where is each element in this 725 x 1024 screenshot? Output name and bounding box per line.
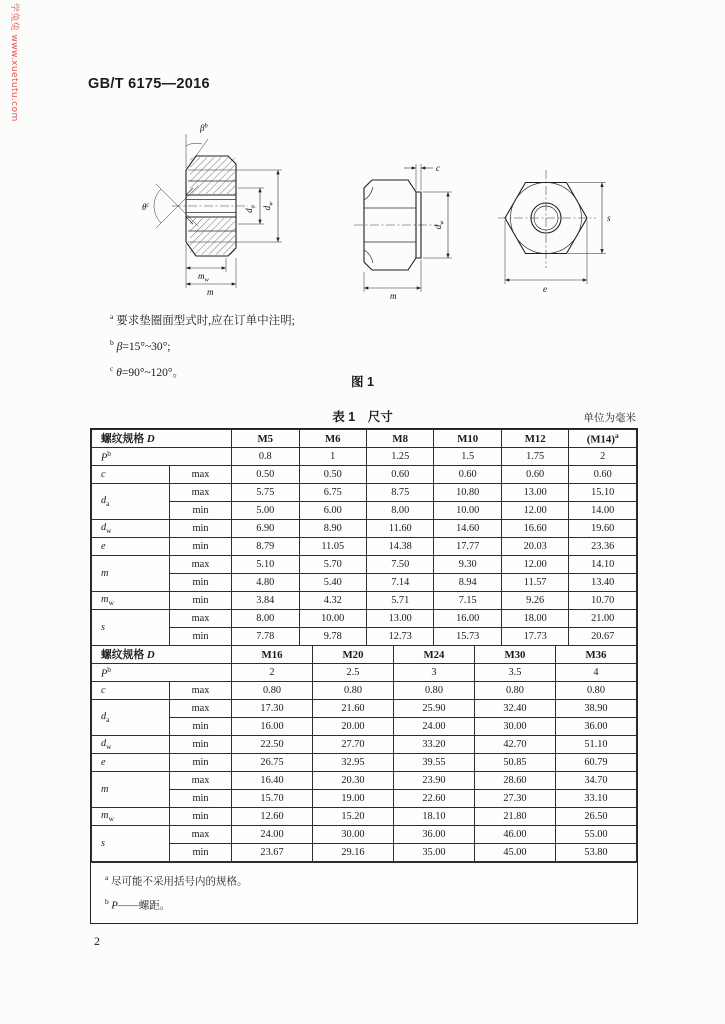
table-cell: 9.30 <box>434 556 501 574</box>
table-cell: 20.03 <box>501 538 568 556</box>
param-symbol-cell: $d_w$ <box>92 520 170 538</box>
table-cell: 0.8 <box>232 448 299 466</box>
table-cell: 27.70 <box>313 736 394 754</box>
figure-note: $^a$ 要求垫圈面型式时,应在订单中注明; <box>110 312 295 327</box>
size-col-header: M5 <box>232 430 299 448</box>
table-cell: 11.60 <box>366 520 433 538</box>
table-cell: 19.60 <box>569 520 637 538</box>
table-cell: 14.60 <box>434 520 501 538</box>
table-cell: 34.70 <box>555 772 636 790</box>
pitch-row <box>92 448 637 466</box>
table-cell: 20.00 <box>313 718 394 736</box>
table-cell: 36.00 <box>393 826 474 844</box>
dim-label-m: m <box>390 291 397 301</box>
table-cell: 6.90 <box>232 520 299 538</box>
table-cell: 16.40 <box>232 772 313 790</box>
limit-cell: min <box>170 718 232 736</box>
dim-label-e: e <box>543 284 547 294</box>
spec-label-cell: 螺纹规格 D <box>92 646 232 664</box>
dim-label-dw: $d_w$ <box>433 220 446 230</box>
size-col-header: M8 <box>366 430 433 448</box>
limit-cell: min <box>170 574 232 592</box>
table-cell: 33.20 <box>393 736 474 754</box>
dim-label-theta: $\theta^c$ <box>142 201 150 212</box>
table-cell: 12.73 <box>366 628 433 646</box>
table-cell: 10.00 <box>434 502 501 520</box>
table-cell: 0.80 <box>313 682 394 700</box>
param-symbol-cell: $m_w$ <box>92 808 170 826</box>
table-cell: 3 <box>393 664 474 682</box>
table-cell: 22.50 <box>232 736 313 754</box>
table-cell: 17.77 <box>434 538 501 556</box>
table-cell: 0.80 <box>555 682 636 700</box>
limit-cell: min <box>170 538 232 556</box>
table-cell: 45.00 <box>474 844 555 862</box>
table-cell: 8.90 <box>299 520 366 538</box>
limit-cell: min <box>170 502 232 520</box>
table-cell: 0.60 <box>501 466 568 484</box>
table-cell: 9.78 <box>299 628 366 646</box>
table-cell: 21.60 <box>313 700 394 718</box>
table-cell: 42.70 <box>474 736 555 754</box>
table-cell: 8.75 <box>366 484 433 502</box>
data-row <box>92 844 637 862</box>
table-cell: 12.00 <box>501 502 568 520</box>
table-cell: 6.00 <box>299 502 366 520</box>
data-row <box>92 610 637 628</box>
table-cell: 16.00 <box>434 610 501 628</box>
table-footnote: $^b$ P——螺距。 <box>105 896 171 911</box>
param-symbol-cell: $m_w$ <box>92 592 170 610</box>
side-view-drawing <box>348 150 468 300</box>
table-cell: 4.32 <box>299 592 366 610</box>
data-row <box>92 466 637 484</box>
param-symbol-cell: c <box>92 466 170 484</box>
section-hatch-bottom <box>190 218 235 255</box>
dim-label-mw: $m_w$ <box>198 271 209 284</box>
data-row <box>92 754 637 772</box>
table-cell: 2 <box>569 448 637 466</box>
param-symbol-cell: c <box>92 682 170 700</box>
table-cell: 12.00 <box>501 556 568 574</box>
table-cell: 5.70 <box>299 556 366 574</box>
table-cell: 16.00 <box>232 718 313 736</box>
table-cell: 30.00 <box>313 826 394 844</box>
limit-cell: max <box>170 772 232 790</box>
data-row <box>92 520 637 538</box>
watermark: 学兔兔 www.xuetutu.com <box>9 3 19 122</box>
table-cell: 1.5 <box>434 448 501 466</box>
table-cell: 8.00 <box>366 502 433 520</box>
table-cell: 10.80 <box>434 484 501 502</box>
table-cell: 10.00 <box>299 610 366 628</box>
table-cell: 11.05 <box>299 538 366 556</box>
param-symbol-cell: e <box>92 754 170 772</box>
limit-cell: min <box>170 628 232 646</box>
table-cell: 8.00 <box>232 610 299 628</box>
table-cell: 46.00 <box>474 826 555 844</box>
table-cell: 2.5 <box>313 664 394 682</box>
pitch-label-cell: $P^b$ <box>92 448 232 466</box>
size-col-header: M16 <box>232 646 313 664</box>
dim-label-da: $d_a$ <box>244 205 257 213</box>
table-cell: 28.60 <box>474 772 555 790</box>
data-row <box>92 682 637 700</box>
pitch-label-cell: $P^b$ <box>92 664 232 682</box>
table-cell: 20.30 <box>313 772 394 790</box>
table-cell: 14.00 <box>569 502 637 520</box>
table-cell: 7.78 <box>232 628 299 646</box>
limit-cell: max <box>170 700 232 718</box>
limit-cell: min <box>170 754 232 772</box>
table-cell: 29.16 <box>313 844 394 862</box>
table-cell: 33.10 <box>555 790 636 808</box>
limit-cell: min <box>170 736 232 754</box>
section-view-drawing <box>140 118 300 308</box>
table-cell: 4.80 <box>232 574 299 592</box>
size-col-header: M12 <box>501 430 568 448</box>
dim-label-c: c <box>436 163 440 173</box>
data-row <box>92 574 637 592</box>
data-row <box>92 700 637 718</box>
dim-label-m: m <box>207 287 214 297</box>
doc-number: GB/T 6175—2016 <box>88 76 210 92</box>
table-cell: 3.84 <box>232 592 299 610</box>
table-cell: 7.15 <box>434 592 501 610</box>
table-cell: 21.80 <box>474 808 555 826</box>
size-col-header: M20 <box>313 646 394 664</box>
table-cell: 17.30 <box>232 700 313 718</box>
table-header-row <box>92 646 637 664</box>
data-row <box>92 592 637 610</box>
table-cell: 13.00 <box>501 484 568 502</box>
data-row <box>92 808 637 826</box>
limit-cell: min <box>170 520 232 538</box>
table-cell: 23.67 <box>232 844 313 862</box>
limit-cell: min <box>170 592 232 610</box>
table-cell: 0.60 <box>569 466 637 484</box>
table-cell: 60.79 <box>555 754 636 772</box>
table-cell: 24.00 <box>393 718 474 736</box>
param-symbol-cell: e <box>92 538 170 556</box>
size-col-header: M24 <box>393 646 474 664</box>
data-row <box>92 502 637 520</box>
table-cell: 1.25 <box>366 448 433 466</box>
dim-label-dw: $d_w$ <box>262 201 275 211</box>
data-row <box>92 538 637 556</box>
table-cell: 0.50 <box>299 466 366 484</box>
table-cell: 0.80 <box>474 682 555 700</box>
table-cell: 10.70 <box>569 592 637 610</box>
table-cell: 7.50 <box>366 556 433 574</box>
size-col-header: M36 <box>555 646 636 664</box>
param-symbol-cell: m <box>92 772 170 808</box>
limit-cell: max <box>170 826 232 844</box>
table-cell: 14.10 <box>569 556 637 574</box>
table-block-2 <box>91 645 637 862</box>
table-cell: 13.00 <box>366 610 433 628</box>
data-row <box>92 790 637 808</box>
table-cell: 14.38 <box>366 538 433 556</box>
table-cell: 22.60 <box>393 790 474 808</box>
table-footnote: $^a$ 尽可能不采用括号内的规格。 <box>105 873 248 888</box>
table-cell: 51.10 <box>555 736 636 754</box>
table-cell: 11.57 <box>501 574 568 592</box>
table-cell: 23.36 <box>569 538 637 556</box>
table-cell: 39.55 <box>393 754 474 772</box>
limit-cell: max <box>170 556 232 574</box>
table-cell: 19.00 <box>313 790 394 808</box>
size-col-header: M10 <box>434 430 501 448</box>
table-cell: 0.60 <box>434 466 501 484</box>
unit-note: 单位为毫米 <box>583 413 636 424</box>
pitch-row <box>92 664 637 682</box>
limit-cell: min <box>170 790 232 808</box>
table-cell: 3.5 <box>474 664 555 682</box>
dimension-table <box>90 428 638 924</box>
table-cell: 0.60 <box>366 466 433 484</box>
table-title: 表 1 尺寸 <box>332 410 393 424</box>
table-cell: 7.14 <box>366 574 433 592</box>
param-symbol-cell: m <box>92 556 170 592</box>
table-cell: 0.50 <box>232 466 299 484</box>
table-cell: 8.79 <box>232 538 299 556</box>
table-cell: 18.10 <box>393 808 474 826</box>
param-symbol-cell: $d_a$ <box>92 700 170 736</box>
table-cell: 30.00 <box>474 718 555 736</box>
table-cell: 5.40 <box>299 574 366 592</box>
table-cell: 0.80 <box>232 682 313 700</box>
data-row <box>92 772 637 790</box>
table-cell: 4 <box>555 664 636 682</box>
table-cell: 13.40 <box>569 574 637 592</box>
spec-label-cell: 螺纹规格 D <box>92 430 232 448</box>
data-row <box>92 736 637 754</box>
limit-cell: max <box>170 610 232 628</box>
table-cell: 53.80 <box>555 844 636 862</box>
table-cell: 27.30 <box>474 790 555 808</box>
param-symbol-cell: s <box>92 826 170 862</box>
table-cell: 26.50 <box>555 808 636 826</box>
figure-note: $^c$ θ=90°~120°。 <box>110 363 185 379</box>
table-cell: 25.90 <box>393 700 474 718</box>
size-col-header: $(M14)^a$ <box>569 430 637 448</box>
table-cell: 9.26 <box>501 592 568 610</box>
table-cell: 2 <box>232 664 313 682</box>
table-cell: 15.20 <box>313 808 394 826</box>
table-cell: 32.95 <box>313 754 394 772</box>
table-cell: 15.73 <box>434 628 501 646</box>
size-col-header: M30 <box>474 646 555 664</box>
param-symbol-cell: $d_a$ <box>92 484 170 520</box>
dim-label-s: s <box>607 213 611 223</box>
table-cell: 1.75 <box>501 448 568 466</box>
table-cell: 55.00 <box>555 826 636 844</box>
page-number: 2 <box>94 934 100 948</box>
table-cell: 16.60 <box>501 520 568 538</box>
limit-cell: max <box>170 682 232 700</box>
table-cell: 15.10 <box>569 484 637 502</box>
table-cell: 5.00 <box>232 502 299 520</box>
figure-caption: 图 1 <box>351 375 374 389</box>
face-view-drawing <box>496 162 614 294</box>
table-cell: 5.75 <box>232 484 299 502</box>
table-footnotes <box>91 862 637 923</box>
param-symbol-cell: $d_w$ <box>92 736 170 754</box>
table-cell: 24.00 <box>232 826 313 844</box>
table-block-1 <box>91 429 637 646</box>
table-cell: 20.67 <box>569 628 637 646</box>
data-row <box>92 628 637 646</box>
data-row <box>92 718 637 736</box>
limit-cell: max <box>170 484 232 502</box>
section-hatch-top <box>190 158 235 195</box>
table-cell: 18.00 <box>501 610 568 628</box>
table-cell: 6.75 <box>299 484 366 502</box>
limit-cell: min <box>170 844 232 862</box>
table-cell: 12.60 <box>232 808 313 826</box>
table-header-row <box>92 430 637 448</box>
table-cell: 38.90 <box>555 700 636 718</box>
table-cell: 5.10 <box>232 556 299 574</box>
table-cell: 17.73 <box>501 628 568 646</box>
table-cell: 0.80 <box>393 682 474 700</box>
table-cell: 36.00 <box>555 718 636 736</box>
figure-note: $^b$ β=15°~30°; <box>110 337 171 353</box>
data-row <box>92 826 637 844</box>
table-cell: 15.70 <box>232 790 313 808</box>
limit-cell: max <box>170 466 232 484</box>
table-cell: 26.75 <box>232 754 313 772</box>
dim-label-beta: $\beta^b$ <box>200 122 208 133</box>
param-symbol-cell: s <box>92 610 170 646</box>
limit-cell: min <box>170 808 232 826</box>
table-cell: 50.85 <box>474 754 555 772</box>
table-cell: 5.71 <box>366 592 433 610</box>
table-cell: 23.90 <box>393 772 474 790</box>
table-cell: 32.40 <box>474 700 555 718</box>
table-cell: 21.00 <box>569 610 637 628</box>
table-cell: 8.94 <box>434 574 501 592</box>
table-cell: 1 <box>299 448 366 466</box>
data-row <box>92 484 637 502</box>
size-col-header: M6 <box>299 430 366 448</box>
data-row <box>92 556 637 574</box>
table-cell: 35.00 <box>393 844 474 862</box>
